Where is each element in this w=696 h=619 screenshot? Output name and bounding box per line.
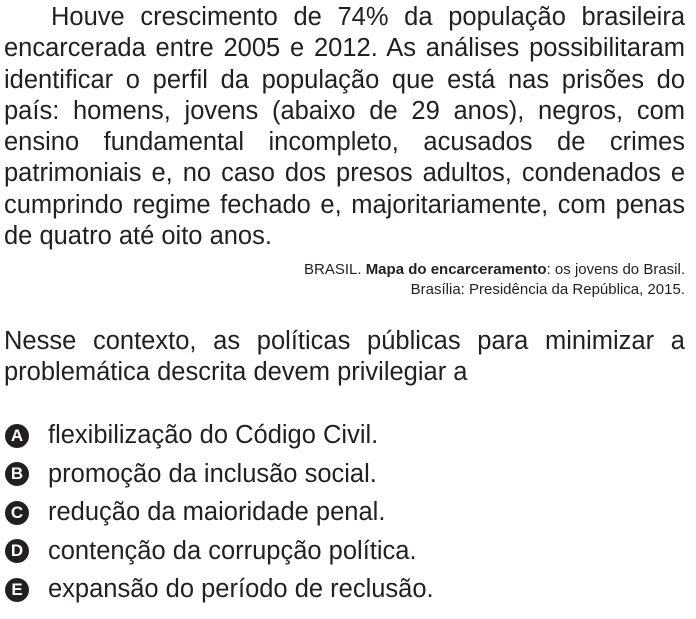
question-stem: Nesse contexto, as políticas públicas para minimizar a problemática descrita devem privilegiar a xyxy=(4,327,685,387)
citation-title: Mapa do encarceramento xyxy=(365,261,547,279)
answer-options xyxy=(4,416,685,609)
option-b[interactable] xyxy=(4,455,685,494)
option-a-letter-icon: A xyxy=(5,424,29,448)
citation-author: BRASIL. xyxy=(303,261,362,279)
source-citation xyxy=(4,260,685,300)
option-d-text: contenção da corrupção política. xyxy=(48,536,417,565)
option-c-text: redução da maioridade penal. xyxy=(48,498,386,527)
option-a-text: flexibilização do Código Civil. xyxy=(48,421,379,450)
option-c[interactable] xyxy=(4,493,685,532)
option-a[interactable] xyxy=(4,416,685,455)
citation-line-1 xyxy=(4,260,685,280)
option-b-text: promoção da inclusão social. xyxy=(48,459,377,488)
option-e-text: expansão do período de reclusão. xyxy=(48,575,434,604)
option-e[interactable] xyxy=(4,570,685,609)
option-c-letter-icon: C xyxy=(5,501,29,525)
option-d-letter-icon: D xyxy=(5,539,29,563)
citation-publisher: Brasília: Presidência da República, 2015. xyxy=(410,281,685,299)
passage-text: Houve crescimento de 74% da população brasileira encarcerada entre 2005 e 2012. As análises possibilitaram identificar o perfil da população que está nas prisões do país: homens, jovens (abaixo de 29 anos), negros, com ensino fundamental incompleto, acusados de crimes patrimoniais e, no caso dos presos adultos, condenados e cumprindo regime fechado e, majoritariamente, com penas de quatro até oito anos. xyxy=(4,3,685,251)
option-d[interactable] xyxy=(4,532,685,571)
citation-subtitle: : os jovens do Brasil. xyxy=(546,261,685,279)
option-e-letter-icon: E xyxy=(5,578,29,602)
option-b-letter-icon: B xyxy=(5,462,29,486)
